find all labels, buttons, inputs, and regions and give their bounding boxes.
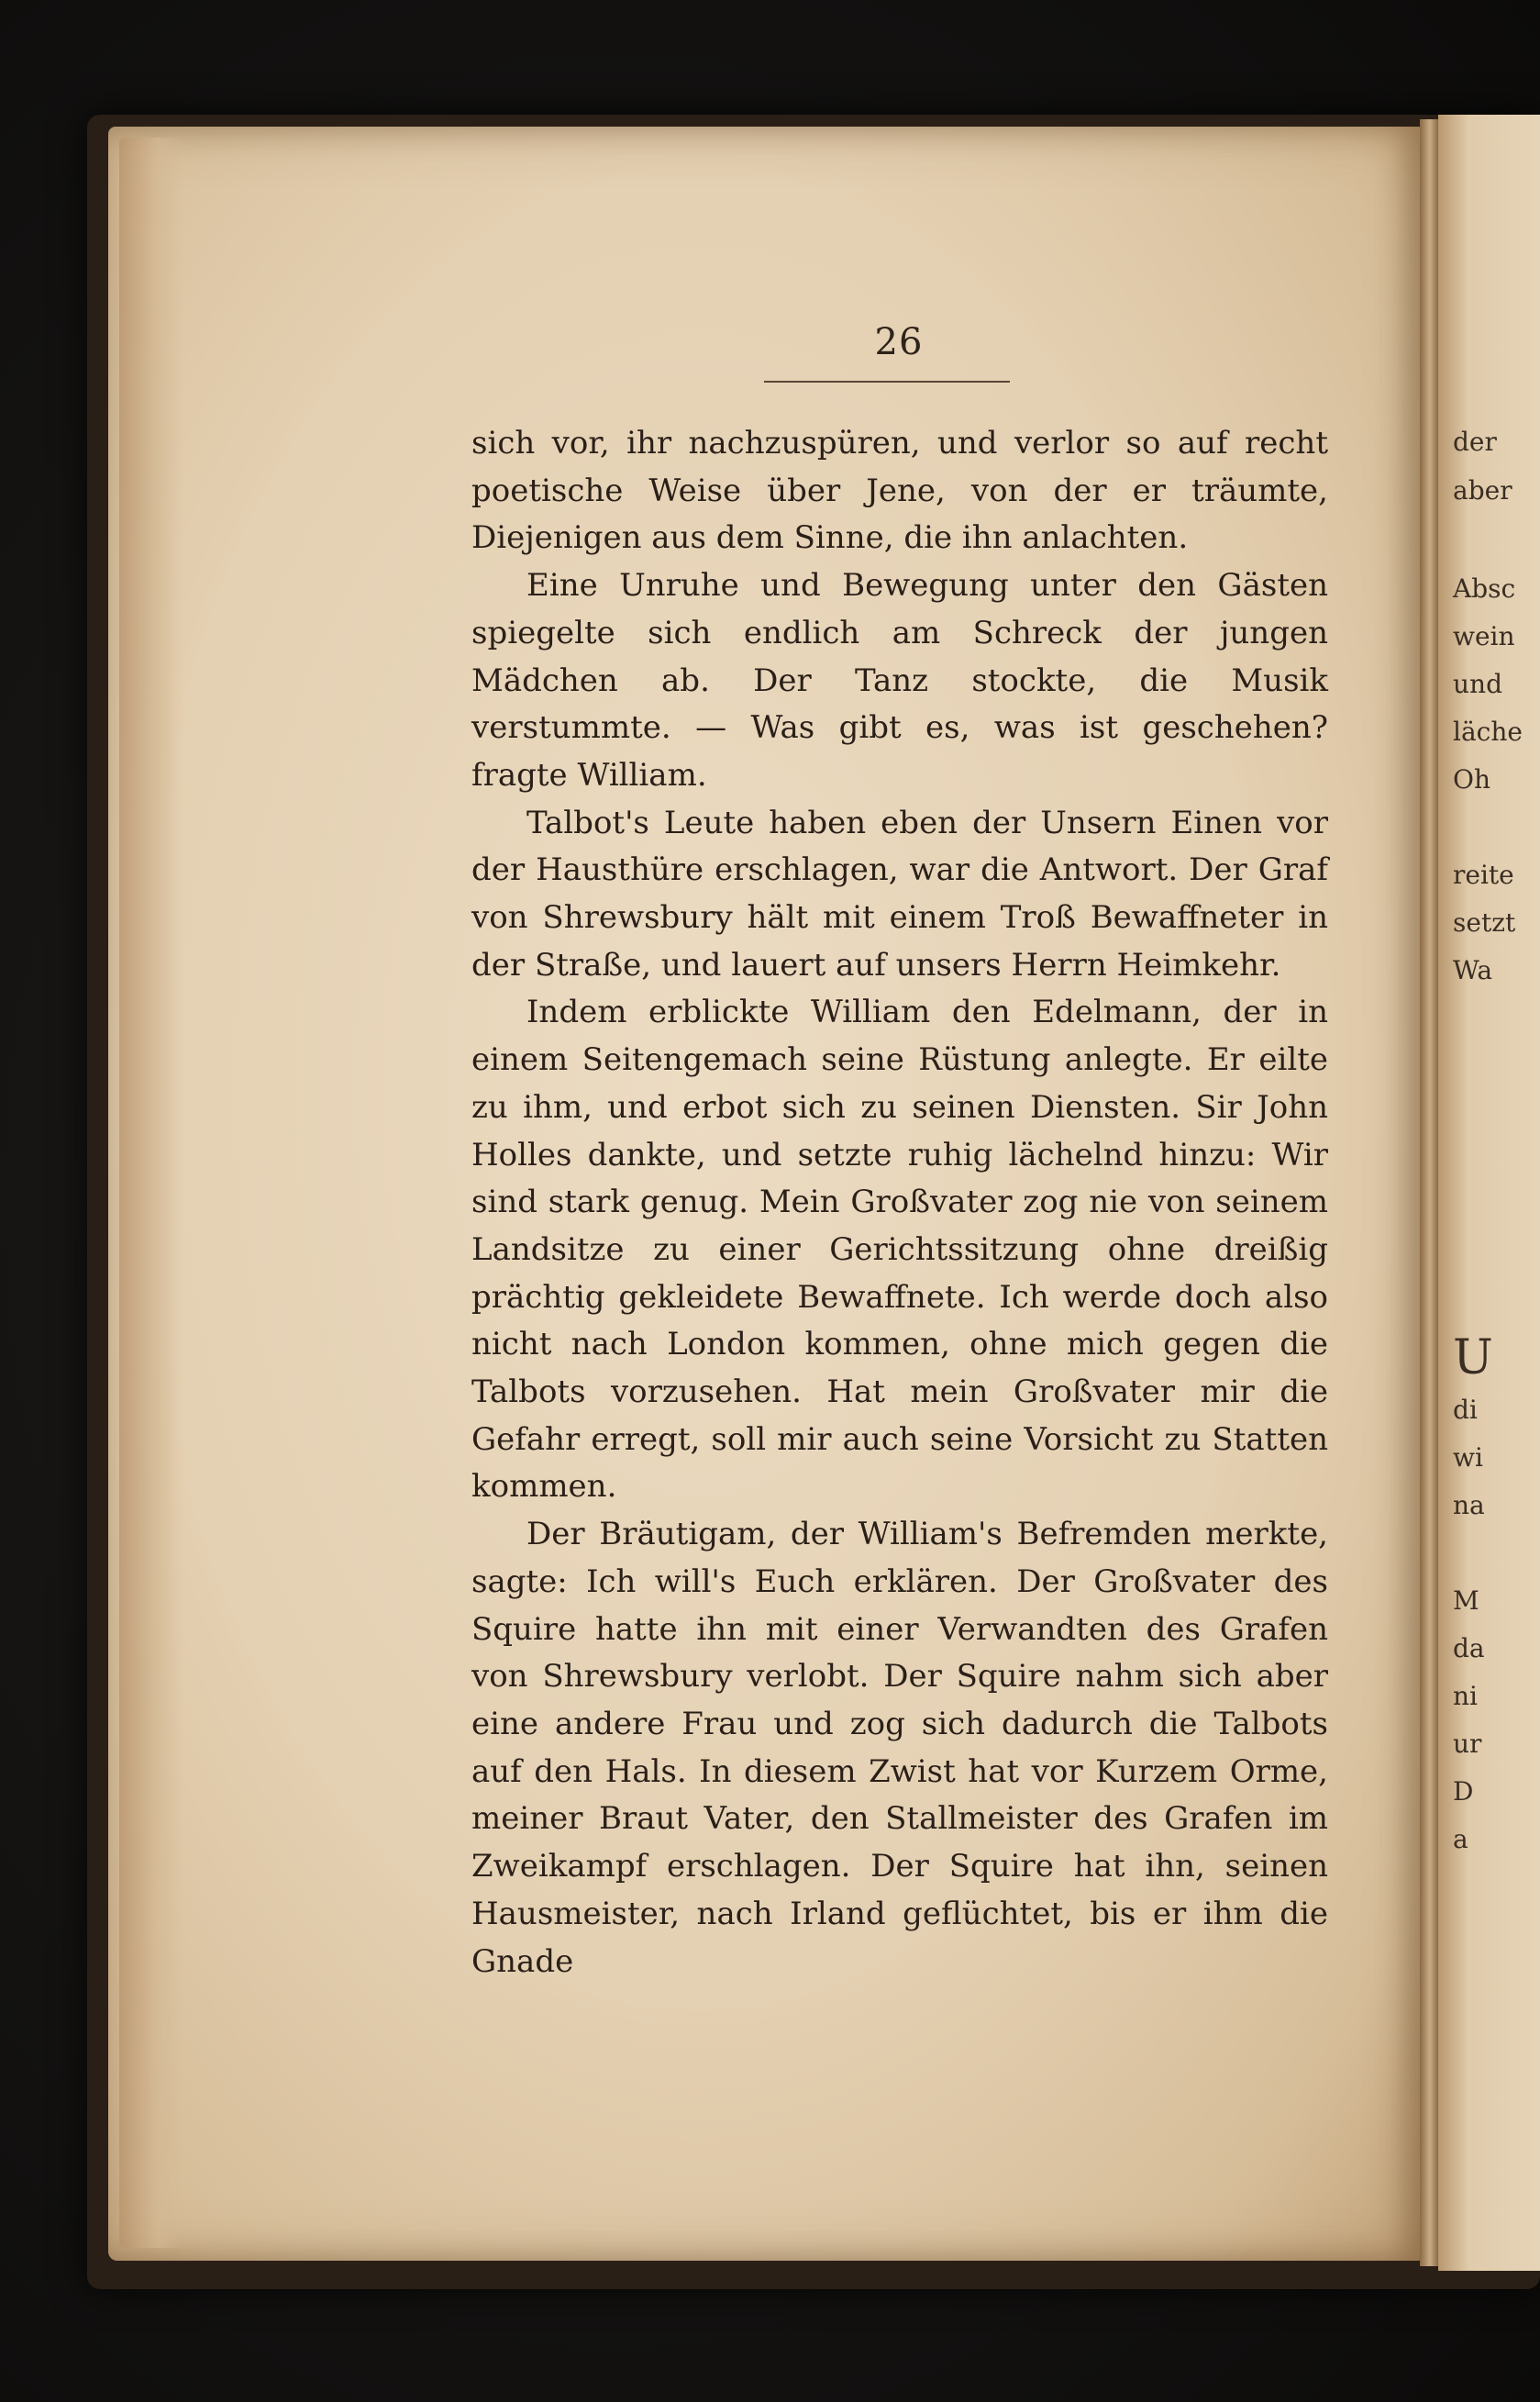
- body-text: [471, 420, 1328, 1985]
- paragraph: Indem erblickte William den Edelmann, der in einem Seitengemach seine Rüstung anlegte. Er eilte zu ihm, und erbot sich zu seinen Diensten. Sir John Holles dankte, und setzte ruhig lächelnd hinzu: Wir sind stark genug. Mein Großvater zog nie von seinem Landsitze zu einer Gerichtssitzung ohne dreißig prächtig gekleidete Bewaffnete. Ich werde doch also nicht nach London kommen, ohne mich gegen die Talbots vorzusehen. Hat mein Großvater mir die Gefahr erregt, soll mir auch seine Vorsicht zu Statten kommen.: [471, 994, 1328, 1506]
- adjacent-page-fragment: reite: [1453, 860, 1514, 890]
- adjacent-page-fragment: di: [1453, 1395, 1478, 1425]
- adjacent-page-fragment: wi: [1453, 1442, 1483, 1473]
- paragraph: Der Bräutigam, der William's Befremden merkte, sagte: Ich will's Euch erklären. Der Großvater des Squire hatte ihn mit einer Verwandten des Grafen von Shrewsbury verlobt. Der Squire nahm sich aber eine andere Frau und zog sich dadurch die Talbots auf den Hals. In diesem Zwist hat vor Kurzem Orme, meiner Braut Vater, den Stallmeister des Grafen im Zweikampf erschlagen. Der Squire hat ihn, seinen Hausmeister, nach Irland geflüchtet, bis er ihm die Gnade: [471, 1516, 1328, 1980]
- adjacent-page-fragment: läche: [1453, 717, 1523, 747]
- page-edge: [119, 138, 183, 2248]
- adjacent-page-fragment: setzt: [1453, 907, 1516, 938]
- adjacent-page-fragment: Wa: [1453, 955, 1493, 985]
- adjacent-page-fragment: Absc: [1453, 573, 1516, 604]
- paragraph: sich vor, ihr nachzuspüren, und verlor so auf recht poetische Weise über Jene, von der er träumte, Diejenigen aus dem Sinne, die ihn anlachten.: [471, 425, 1328, 557]
- adjacent-page-fragment: a: [1453, 1824, 1468, 1854]
- adjacent-page-fragment: da: [1453, 1633, 1485, 1663]
- adjacent-page-fragment: und: [1453, 669, 1502, 699]
- adjacent-page-fragment: Oh: [1453, 764, 1490, 795]
- book-gutter: [1420, 119, 1440, 2266]
- adjacent-page-fragment: U: [1453, 1330, 1493, 1385]
- adjacent-page-fragment: wein: [1453, 621, 1515, 651]
- adjacent-page-fragment: aber: [1453, 475, 1512, 506]
- adjacent-page-fragment: der: [1453, 427, 1497, 457]
- adjacent-page-fragment: M: [1453, 1585, 1479, 1616]
- paragraph: Eine Unruhe und Bewegung unter den Gästen spiegelte sich endlich am Schreck der jungen Mädchen ab. Der Tanz stockte, die Musik verstummte. — Was gibt es, was ist geschehen? fragte William.: [471, 567, 1328, 794]
- adjacent-page: [1438, 115, 1540, 2271]
- header-rule: [764, 381, 1010, 383]
- paragraph: Talbot's Leute haben eben der Unsern Einen vor der Hausthüre erschlagen, war die Antwort. Der Graf von Shrewsbury hält mit einem Troß Bewaffneter in der Straße, und lauert auf unsers Herrn Heimkehr.: [471, 804, 1328, 984]
- adjacent-page-fragment: D: [1453, 1776, 1474, 1807]
- adjacent-page-fragment: ni: [1453, 1681, 1478, 1711]
- adjacent-page-fragment: ur: [1453, 1729, 1482, 1759]
- adjacent-page-fragment: na: [1453, 1490, 1485, 1520]
- page-number: 26: [874, 321, 924, 363]
